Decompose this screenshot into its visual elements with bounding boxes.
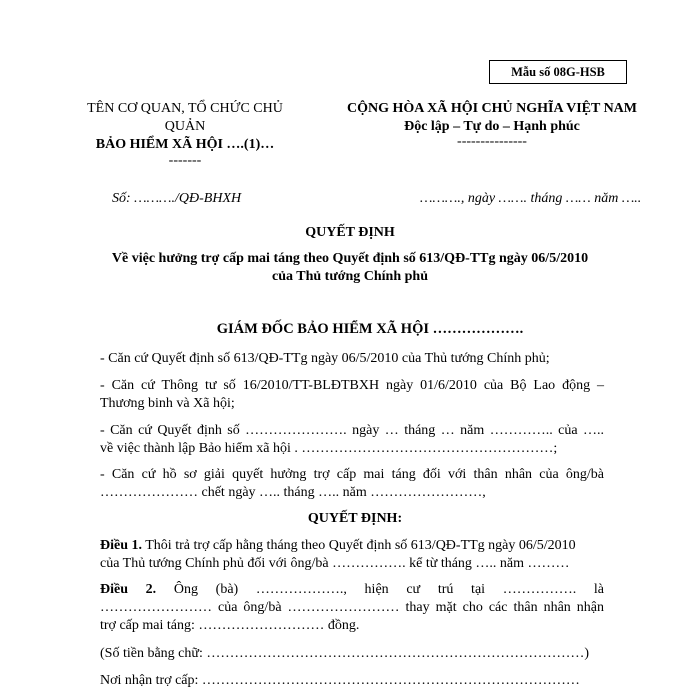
- article-1-line-2: của Thủ tướng Chính phủ đối với ông/bà ……………. kể từ tháng ….. năm ………: [100, 556, 570, 571]
- article-2-label: Điều 2.: [100, 582, 157, 597]
- form-code-box: Mẫu số 08G-HSB: [489, 60, 627, 84]
- date-line: ………., ngày ……. tháng …… năm …..: [420, 191, 642, 206]
- subject-line-1: Về việc hưởng trợ cấp mai táng theo Quyết định số 613/QĐ-TTg ngày 06/5/2010: [111, 251, 589, 266]
- article-2-line-1: [100, 581, 604, 599]
- national-header: [322, 100, 662, 148]
- decision-heading: QUYẾT ĐỊNH:: [307, 511, 403, 526]
- basis-4-line-1: - Căn cứ hồ sơ giải quyết hưởng trợ cấp mai táng đối với thân nhân của ông/bà: [100, 467, 604, 482]
- subject-line-2: của Thủ tướng Chính phủ: [272, 269, 428, 284]
- agency-header: [70, 100, 300, 168]
- basis-1: - Căn cứ Quyết định số 613/QĐ-TTg ngày 06/5/2010 của Thủ tướng Chính phủ;: [100, 351, 550, 366]
- nation-rule: ---------------: [457, 134, 527, 149]
- agency-line-2: QUẢN: [164, 119, 206, 134]
- nation-motto: Độc lập – Tự do – Hạnh phúc: [404, 119, 580, 134]
- amount-in-words: (Số tiền bằng chữ: ………………………………………………………………………): [100, 646, 590, 661]
- issuing-authority: GIÁM ĐỐC BẢO HIỂM XÃ HỘI ……………….: [216, 321, 524, 337]
- document-number: Số: ………./QĐ-BHXH: [112, 191, 242, 206]
- article-2-line-2: …………………… của ông/bà …………………… thay mặt cho các thân nhân nhận: [100, 600, 604, 615]
- document-title: QUYẾT ĐỊNH: [305, 225, 395, 240]
- agency-rule: -------: [168, 153, 202, 168]
- basis-3-line-2: về việc thành lập Bảo hiểm xã hội . ………………………………………………;: [100, 441, 558, 456]
- basis-4-line-2: ………………… chết ngày ….. tháng ….. năm ……………………,: [100, 485, 486, 500]
- basis-3-line-1: - Căn cứ Quyết định số …………………. ngày … tháng … năm ………….. của …..: [100, 423, 604, 438]
- article-2-text: Ông (bà) ………………., hiện cư trú tại ……………. là: [156, 582, 605, 597]
- article-2-line-3: trợ cấp mai táng: ……………………… đồng.: [100, 618, 360, 633]
- basis-2-line-1: - Căn cứ Thông tư số 16/2010/TT-BLĐTBXH ngày 01/6/2010 của Bộ Lao động –: [100, 378, 604, 393]
- article-1-line-1: [100, 537, 576, 555]
- basis-2-line-2: Thương binh và Xã hội;: [100, 396, 235, 411]
- article-1-label: Điều 1.: [100, 538, 142, 553]
- agency-line-1: TÊN CƠ QUAN, TỔ CHỨC CHỦ: [87, 101, 283, 116]
- nation-title: CỘNG HÒA XÃ HỘI CHỦ NGHĨA VIỆT NAM: [346, 101, 637, 116]
- agency-name: BẢO HIỂM XÃ HỘI ….(1)…: [95, 137, 275, 152]
- article-1-text: Thôi trả trợ cấp hằng tháng theo Quyết định số 613/QĐ-TTg ngày 06/5/2010: [142, 538, 576, 553]
- payment-location: Nơi nhận trợ cấp: ………………………………………………………………………: [100, 673, 580, 688]
